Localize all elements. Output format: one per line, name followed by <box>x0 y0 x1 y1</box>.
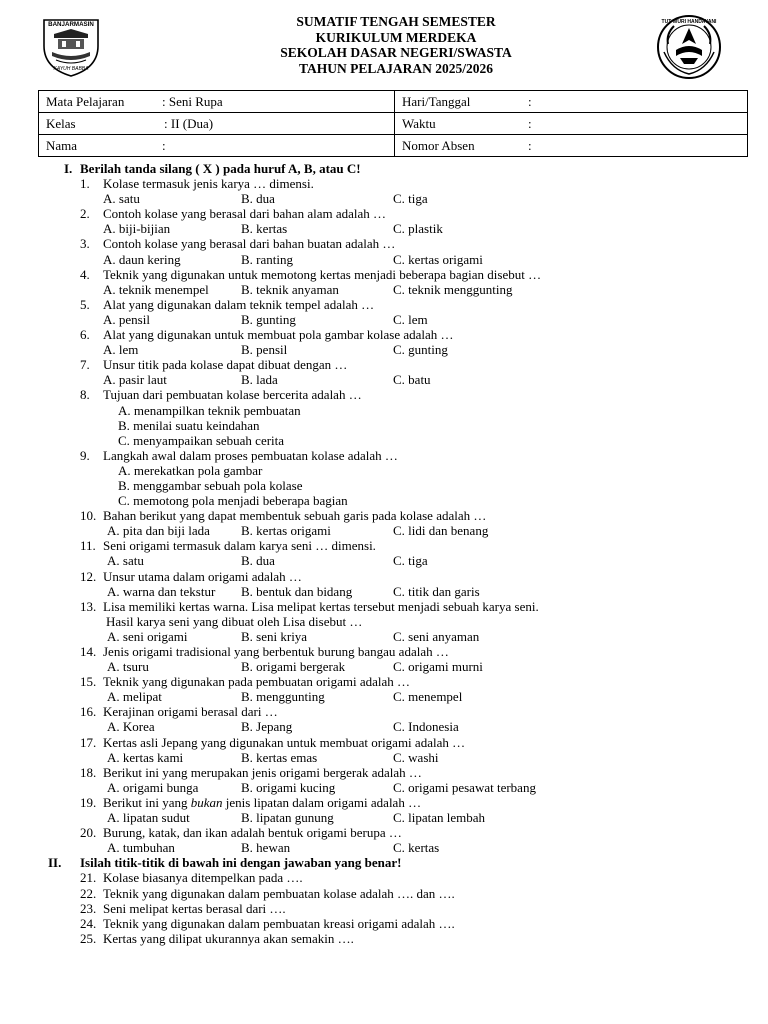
essay-item <box>38 886 753 901</box>
answer-option-a[interactable]: A. melipat <box>107 689 162 705</box>
answer-option-b[interactable]: B. lada <box>241 372 278 388</box>
question-number: 1. <box>80 176 90 192</box>
question-text <box>38 704 753 719</box>
question-text <box>38 176 753 191</box>
mapel-value: : Seni Rupa <box>162 93 223 109</box>
answer-option-b[interactable]: B. kertas emas <box>241 749 318 765</box>
question-item <box>38 236 753 266</box>
question-item <box>38 297 753 327</box>
question-item <box>38 538 753 568</box>
question-stem: Unsur utama dalam origami adalah … <box>103 568 302 584</box>
answer-option[interactable]: A. merekatkan pola gambar <box>118 462 263 478</box>
waktu-label: Waktu <box>402 115 436 131</box>
answer-option-b[interactable]: B. pensil <box>241 342 288 358</box>
question-item <box>38 206 753 236</box>
question-text <box>38 236 753 251</box>
question-item <box>38 599 753 644</box>
question-item <box>38 825 753 855</box>
question-stem: Unsur titik pada kolase dapat dibuat dengan … <box>103 357 348 373</box>
question-stem: Alat yang digunakan dalam teknik tempel adalah … <box>103 296 375 312</box>
answer-option-b[interactable]: B. Jepang <box>241 719 293 735</box>
question-text <box>38 297 753 312</box>
answer-option-c[interactable]: C. gunting <box>393 342 448 358</box>
answer-option-b[interactable]: B. dua <box>241 191 275 207</box>
question-number: 4. <box>80 266 90 282</box>
answer-option-c[interactable]: C. washi <box>393 749 439 765</box>
question-text <box>38 508 753 523</box>
answer-option-c[interactable]: C. lem <box>393 311 428 327</box>
question-item <box>38 644 753 674</box>
header-line-1: SUMATIF TENGAH SEMESTER <box>296 14 496 29</box>
question-number: 11. <box>80 538 96 554</box>
question-item <box>38 508 753 538</box>
answer-option-a[interactable]: A. origami bunga <box>107 779 199 795</box>
section-2-title: Isilah titik-titik di bawah ini dengan jawaban yang benar! <box>80 855 402 871</box>
essay-list <box>38 870 753 945</box>
mapel-cell <box>39 91 395 113</box>
question-stem: Berikut ini yang merupakan jenis origami bergerak adalah … <box>103 764 422 780</box>
nama-cell[interactable] <box>39 135 395 157</box>
question-number: 3. <box>80 236 90 252</box>
question-stem: Alat yang digunakan untuk membuat pola gambar kolase adalah … <box>103 327 454 343</box>
question-text-emphasis: bukan <box>190 794 223 810</box>
answer-option-a[interactable]: A. kertas kami <box>107 749 184 765</box>
question-item <box>38 569 753 599</box>
essay-item <box>38 901 753 916</box>
answer-option-b[interactable]: B. dua <box>241 553 275 569</box>
mapel-label: Mata Pelajaran <box>46 93 125 109</box>
answer-option-a[interactable]: A. lipatan sudut <box>107 810 190 826</box>
question-stem: Kertas asli Jepang yang digunakan untuk membuat origami adalah … <box>103 734 466 750</box>
question-text <box>38 795 753 810</box>
answer-option-a[interactable]: A. daun kering <box>103 251 181 267</box>
essay-question: Kolase biasanya ditempelkan pada …. <box>103 870 303 886</box>
question-text <box>38 206 753 221</box>
logo-right-text: TUT WURI HANDAYANI <box>661 19 717 25</box>
answer-option-a[interactable]: A. pita dan biji lada <box>107 523 210 539</box>
essay-question: Kertas yang dilipat ukurannya akan semakin …. <box>103 930 354 946</box>
answer-option-a[interactable]: A. biji-bijian <box>103 221 171 237</box>
essay-item <box>38 870 753 885</box>
answer-option-b[interactable]: B. teknik anyaman <box>241 281 339 297</box>
question-number: 17. <box>80 734 97 750</box>
question-number: 16. <box>80 704 97 720</box>
answer-option-a[interactable]: A. seni origami <box>107 628 188 644</box>
answer-option-a[interactable]: A. teknik menempel <box>103 281 209 297</box>
section-2-number: II. <box>48 855 62 871</box>
answer-option-c[interactable]: C. Indonesia <box>393 719 459 735</box>
question-item <box>38 674 753 704</box>
question-text <box>38 538 753 553</box>
answer-option-b[interactable]: B. origami bergerak <box>241 659 346 675</box>
hari-value: : <box>528 93 532 109</box>
answer-option-a[interactable]: A. warna dan tekstur <box>107 583 216 599</box>
answer-option-c[interactable]: C. seni anyaman <box>393 628 480 644</box>
question-text-part: jenis lipatan dalam origami adalah … <box>222 794 422 810</box>
absen-value: : <box>528 137 532 153</box>
kelas-label: Kelas <box>46 115 76 131</box>
answer-option-b[interactable]: B. hewan <box>241 840 291 856</box>
question-item <box>38 176 753 206</box>
absen-label: Nomor Absen <box>402 137 475 153</box>
question-item <box>38 735 753 765</box>
question-item <box>38 795 753 825</box>
answer-option-c[interactable]: C. titik dan garis <box>393 583 480 599</box>
question-item <box>38 448 753 508</box>
question-stem: Langkah awal dalam proses pembuatan kolase adalah … <box>103 447 398 463</box>
question-item <box>38 704 753 734</box>
question-number: 10. <box>80 508 97 524</box>
question-stem: Bahan berikut yang dapat membentuk sebuah garis pada kolase adalah … <box>103 508 487 524</box>
question-item <box>38 327 753 357</box>
question-stem: Burung, katak, dan ikan adalah bentuk origami berupa … <box>103 825 402 841</box>
answer-option-b[interactable]: B. bentuk dan bidang <box>241 583 353 599</box>
essay-question: Seni melipat kertas berasal dari …. <box>103 900 286 916</box>
answer-option-a[interactable]: A. pensil <box>103 311 150 327</box>
kelas-value: : II (Dua) <box>164 115 214 131</box>
question-stem: Contoh kolase yang berasal dari bahan alam adalah … <box>103 206 387 222</box>
question-number: 14. <box>80 644 97 659</box>
answer-option-c[interactable]: C. menempel <box>393 689 463 705</box>
question-number: 18. <box>80 764 97 780</box>
answer-option[interactable]: A. menampilkan teknik pembuatan <box>118 402 301 418</box>
essay-question: Teknik yang digunakan dalam pembuatan kreasi origami adalah …. <box>103 915 455 931</box>
essay-number: 22. <box>80 885 97 901</box>
answer-option[interactable]: C. memotong pola menjadi beberapa bagian <box>118 493 348 509</box>
question-number: 9. <box>80 447 90 463</box>
question-text <box>38 357 753 372</box>
answer-option-b[interactable]: B. kertas <box>241 221 288 237</box>
section-1-heading <box>38 161 753 176</box>
section-2-heading <box>38 855 753 870</box>
answer-option-c[interactable]: C. lipatan lembah <box>393 810 486 826</box>
question-number: 15. <box>80 674 97 690</box>
question-text <box>38 387 753 402</box>
answer-option-b[interactable]: B. menggunting <box>241 689 325 705</box>
question-stem: Lisa memiliki kertas warna. Lisa melipat kertas tersebut menjadi sebuah karya seni. <box>103 598 539 614</box>
question-number: 8. <box>80 387 90 403</box>
question-text <box>38 599 753 614</box>
question-text <box>38 644 753 659</box>
question-text <box>38 448 753 463</box>
answer-option[interactable]: B. menilai suatu keindahan <box>118 417 260 433</box>
question-item <box>38 765 753 795</box>
answer-option-c[interactable]: C. tiga <box>393 553 428 569</box>
essay-item <box>38 931 753 946</box>
question-stem: Seni origami termasuk dalam karya seni … dimensi. <box>103 538 376 554</box>
nama-value: : <box>162 137 166 153</box>
answer-option-a[interactable]: A. satu <box>107 553 144 569</box>
question-text-part: Berikut ini yang <box>103 794 191 810</box>
answer-option[interactable]: B. menggambar sebuah pola kolase <box>118 477 303 493</box>
answer-option-b[interactable]: B. lipatan gunung <box>241 810 334 826</box>
answer-option-c[interactable]: C. kertas origami <box>393 251 483 267</box>
essay-question: Teknik yang digunakan dalam pembuatan kolase adalah …. dan …. <box>103 885 455 901</box>
question-item <box>38 387 753 447</box>
question-stem: Jenis origami tradisional yang berbentuk burung bangau adalah … <box>103 644 449 659</box>
answer-option-a[interactable]: A. lem <box>103 342 139 358</box>
essay-number: 25. <box>80 930 97 946</box>
essay-number: 23. <box>80 900 97 916</box>
answer-option-a[interactable]: A. satu <box>103 191 140 207</box>
question-text <box>38 674 753 689</box>
question-stem: Teknik yang digunakan pada pembuatan origami adalah … <box>103 674 411 690</box>
answer-option-a[interactable]: A. tumbuhan <box>107 840 175 856</box>
waktu-cell[interactable] <box>395 113 748 135</box>
question-stem: Kolase termasuk jenis karya … dimensi. <box>103 176 314 192</box>
question-number: 7. <box>80 357 90 373</box>
question-text <box>38 765 753 780</box>
nama-label: Nama <box>46 137 78 153</box>
question-number: 13. <box>80 598 97 614</box>
answer-option-a[interactable]: A. Korea <box>107 719 155 735</box>
answer-option-a[interactable]: A. pasir laut <box>103 372 167 388</box>
essay-item <box>38 916 753 931</box>
student-info-table <box>38 90 748 157</box>
logo-left-bottom-text: KAYUH BABBA <box>53 66 89 72</box>
answer-option-c[interactable]: C. teknik menggunting <box>393 281 513 297</box>
exam-header <box>0 14 768 76</box>
header-line-2: KURIKULUM MERDEKA <box>315 29 477 45</box>
question-number: 6. <box>80 327 90 343</box>
answer-option-c[interactable]: C. plastik <box>393 221 443 237</box>
question-text <box>38 267 753 282</box>
answer-option-b[interactable]: B. kertas origami <box>241 523 331 539</box>
question-stem-continued: Hasil karya seni yang dibuat oleh Lisa disebut … <box>106 613 363 629</box>
header-line-4: TAHUN PELAJARAN 2025/2026 <box>298 60 493 76</box>
answer-option-a[interactable]: A. tsuru <box>107 659 149 675</box>
logo-left-top-text: BANJARMASIN <box>48 21 94 28</box>
kelas-cell <box>39 113 395 135</box>
absen-cell[interactable] <box>395 135 748 157</box>
hari-label: Hari/Tanggal <box>402 93 471 109</box>
question-number: 5. <box>80 296 90 312</box>
hari-cell[interactable] <box>395 91 748 113</box>
answer-option-c[interactable]: C. batu <box>393 372 431 388</box>
question-number: 19. <box>80 794 97 810</box>
answer-option-c[interactable]: C. lidi dan benang <box>393 523 489 539</box>
essay-number: 24. <box>80 915 97 931</box>
section-1-number: I. <box>64 161 73 176</box>
question-number: 12. <box>80 568 97 584</box>
question-stem: Kerajinan origami berasal dari … <box>103 704 278 720</box>
question-text <box>38 735 753 750</box>
answer-option-b[interactable]: B. seni kriya <box>241 628 308 644</box>
question-text <box>38 327 753 342</box>
question-item <box>38 357 753 387</box>
header-line-3: SEKOLAH DASAR NEGERI/SWASTA <box>280 45 512 60</box>
answer-option-c[interactable]: C. tiga <box>393 191 428 207</box>
answer-option[interactable]: C. menyampaikan sebuah cerita <box>118 432 285 448</box>
section-1-title: Berilah tanda silang ( X ) pada huruf A, B, atau C! <box>80 161 361 176</box>
answer-option-b[interactable]: B. ranting <box>241 251 293 267</box>
question-number: 20. <box>80 825 97 841</box>
answer-option-c[interactable]: C. origami pesawat terbang <box>393 779 536 795</box>
multiple-choice-list <box>38 176 753 855</box>
essay-number: 21. <box>80 870 97 886</box>
answer-option-c[interactable]: C. kertas <box>393 840 440 856</box>
question-stem: Tujuan dari pembuatan kolase bercerita adalah … <box>103 387 362 403</box>
question-stem: Contoh kolase yang berasal dari bahan buatan adalah … <box>103 236 396 252</box>
question-text <box>38 569 753 584</box>
waktu-value: : <box>528 115 532 131</box>
question-item <box>38 267 753 297</box>
question-number: 2. <box>80 206 90 222</box>
question-stem: Teknik yang digunakan untuk memotong kertas menjadi beberapa bagian disebut … <box>103 266 542 282</box>
question-text <box>38 825 753 840</box>
question-content <box>38 161 753 946</box>
answer-option-b[interactable]: B. origami kucing <box>241 779 336 795</box>
answer-option-c[interactable]: C. origami murni <box>393 659 483 675</box>
answer-option-b[interactable]: B. gunting <box>241 311 296 327</box>
